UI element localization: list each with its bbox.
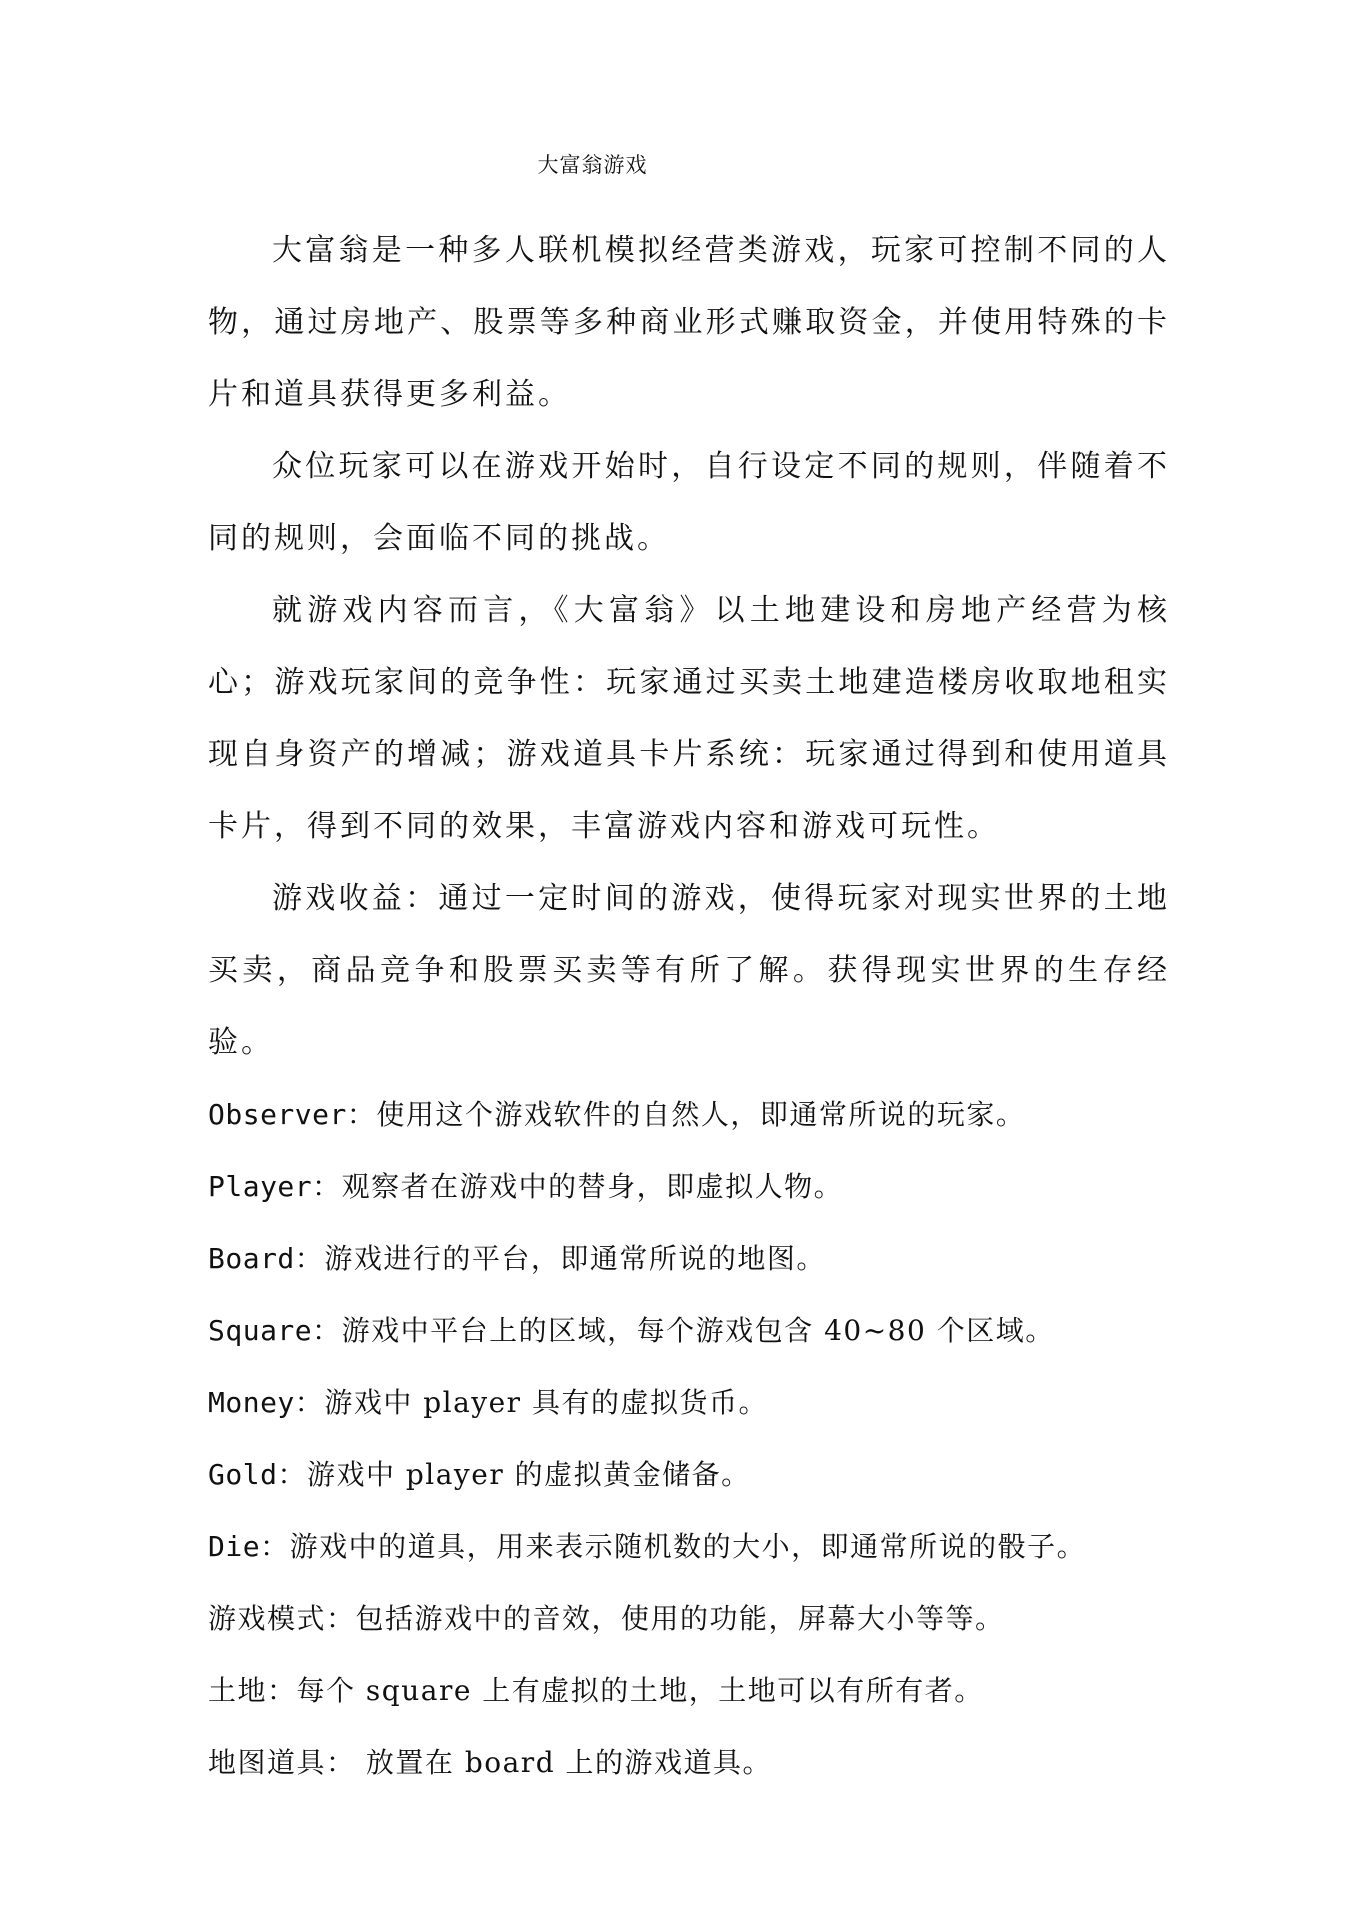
definition-observer (208, 1079, 1170, 1151)
definition-separator: ： (277, 1458, 307, 1491)
definition-money (208, 1367, 1170, 1439)
definition-text: 使用这个游戏软件的自然人，即通常所说的玩家。 (376, 1098, 1026, 1131)
definition-separator: ： (260, 1530, 290, 1563)
definition-separator: ： (312, 1314, 342, 1347)
definition-term: 地图道具 (208, 1746, 327, 1779)
definition-game-mode (208, 1583, 1170, 1655)
definition-term: 土地 (208, 1674, 268, 1707)
paragraph-content: 就游戏内容而言，《大富翁》以土地建设和房地产经营为核心；游戏玩家间的竞争性：玩家通过买卖土地建造楼房收取地租实现自身资产的增减；游戏道具卡片系统：玩家通过得到和使用道具卡片，得到不同的效果，丰富游戏内容和游戏可玩性。 (208, 593, 1170, 844)
definition-separator: ： (326, 1602, 356, 1635)
definition-separator: ： (294, 1242, 325, 1275)
definition-text: 游戏中 player 具有的虚拟货币。 (324, 1386, 768, 1419)
definition-board (208, 1223, 1170, 1295)
paragraph-intro: 大富翁是一种多人联机模拟经营类游戏，玩家可控制不同的人物，通过房地产、股票等多种商业形式赚取资金，并使用特殊的卡片和道具获得更多利益。 (208, 233, 1170, 412)
definition-text: 游戏中 player 的虚拟黄金储备。 (306, 1458, 751, 1491)
definition-term: Die (208, 1530, 261, 1563)
definition-map-props (208, 1727, 1170, 1799)
definition-term: Money (208, 1386, 295, 1419)
definition-separator: ： (326, 1746, 356, 1779)
definition-player (208, 1151, 1170, 1223)
definition-text: 每个 square 上有虚拟的土地，土地可以有所有者。 (296, 1674, 984, 1707)
definition-term: Square (208, 1314, 313, 1347)
definition-separator: ： (267, 1674, 297, 1707)
definition-text: 游戏进行的平台，即通常所说的地图。 (324, 1242, 826, 1275)
definition-square (208, 1295, 1170, 1367)
paragraph-rules: 众位玩家可以在游戏开始时，自行设定不同的规则，伴随着不同的规则，会面临不同的挑战。 (208, 449, 1170, 556)
definition-die (208, 1511, 1170, 1583)
definition-separator: ： (312, 1170, 342, 1203)
definition-term: 游戏模式 (208, 1602, 327, 1635)
document-title: 大富翁游戏 (537, 153, 648, 177)
paragraph-benefits: 游戏收益：通过一定时间的游戏，使得玩家对现实世界的土地买卖，商品竞争和股票买卖等有所了解。获得现实世界的生存经验。 (208, 881, 1170, 1060)
definition-separator: ： (294, 1386, 325, 1419)
definition-text: 游戏中的道具，用来表示随机数的大小，即通常所说的骰子。 (289, 1530, 1087, 1563)
definition-text: 包括游戏中的音效，使用的功能，屏幕大小等等。 (355, 1602, 1005, 1635)
definition-term: Observer (208, 1098, 347, 1131)
document-body (208, 215, 1170, 1799)
definition-separator: ： (346, 1098, 377, 1131)
definition-term: Board (208, 1242, 295, 1275)
definition-land (208, 1655, 1170, 1727)
definition-term: Player (208, 1170, 313, 1203)
definition-text: 观察者在游戏中的替身，即虚拟人物。 (341, 1170, 844, 1203)
definition-term: Gold (208, 1458, 278, 1491)
definition-text: 放置在 board 上的游戏道具。 (355, 1746, 773, 1779)
definition-text: 游戏中平台上的区域，每个游戏包含 40~80 个区域。 (341, 1314, 1055, 1347)
definition-gold (208, 1439, 1170, 1511)
